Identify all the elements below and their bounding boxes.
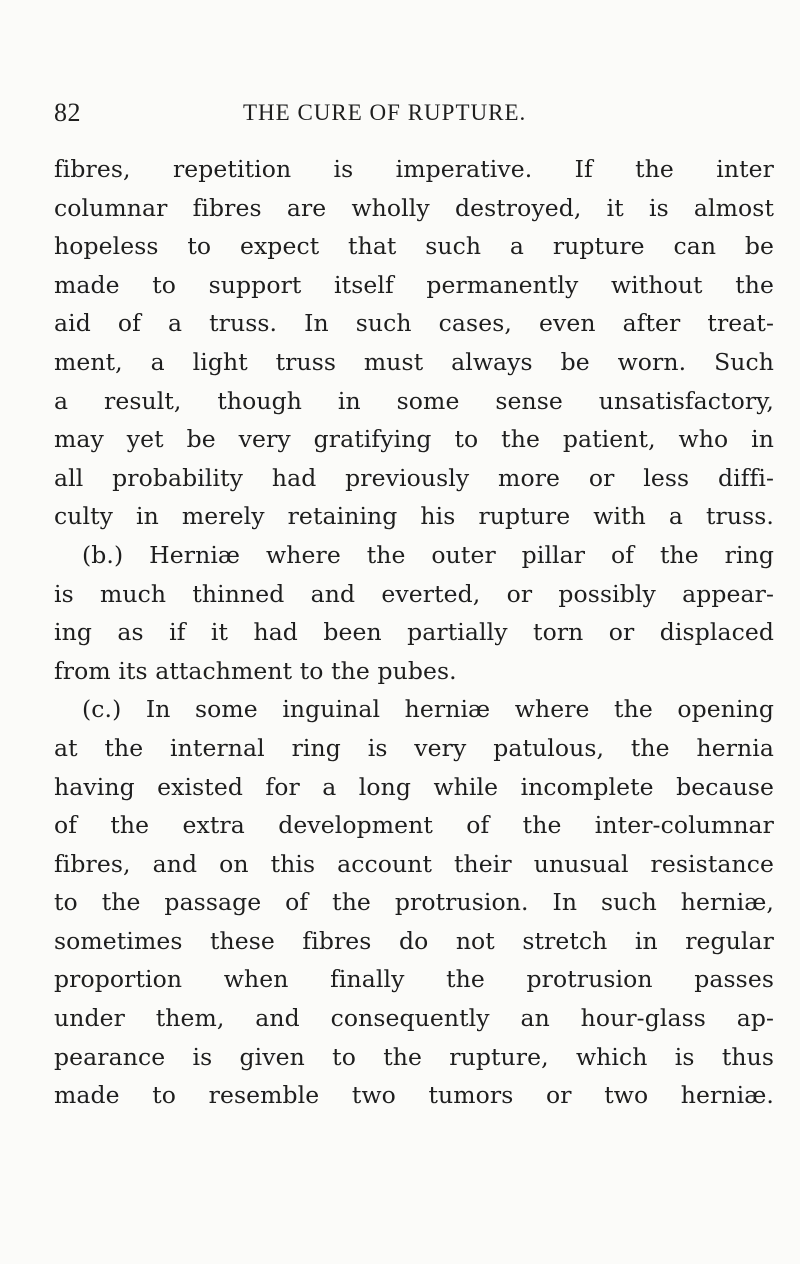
- text-line: a result, though in some sense unsatisfactory,: [54, 386, 774, 415]
- text-line: ment, a light truss must always be worn. Such: [54, 347, 774, 376]
- body-text: [54, 150, 774, 1115]
- text-line: columnar fibres are wholly destroyed, it is almost: [54, 193, 774, 222]
- running-head: [54, 98, 754, 134]
- text-line: made to resemble two tumors or two herniæ.: [54, 1081, 774, 1110]
- text-line: aid of a truss. In such cases, even after treat-: [54, 309, 774, 338]
- text-line: from its attachment to the pubes.: [54, 656, 457, 685]
- text-line: to the passage of the protrusion. In such herniæ,: [54, 888, 774, 917]
- text-line: of the extra development of the inter-columnar: [54, 811, 774, 840]
- text-line: all probability had previously more or less diffi-: [54, 463, 774, 492]
- text-line: pearance is given to the rupture, which is thus: [54, 1042, 774, 1071]
- page-number: 82: [54, 98, 81, 127]
- text-line: sometimes these fibres do not stretch in regular: [54, 926, 774, 955]
- text-line: made to support itself permanently without the: [54, 270, 774, 299]
- text-line: (b.) Herniæ where the outer pillar of the ring: [82, 540, 774, 569]
- text-line: at the internal ring is very patulous, the hernia: [54, 733, 774, 762]
- text-line: proportion when finally the protrusion passes: [54, 965, 774, 994]
- text-line: fibres, repetition is imperative. If the inter: [54, 155, 774, 183]
- text-line: (c.) In some inguinal herniæ where the opening: [82, 695, 774, 724]
- text-line: hopeless to expect that such a rupture can be: [54, 232, 774, 261]
- text-line: ing as if it had been partially torn or displaced: [54, 618, 774, 647]
- text-line: having existed for a long while incomplete because: [54, 772, 774, 801]
- text-line: under them, and consequently an hour-glass ap-: [54, 1004, 774, 1033]
- text-line: may yet be very gratifying to the patient, who in: [54, 425, 774, 454]
- text-line: culty in merely retaining his rupture with a truss.: [54, 502, 774, 531]
- running-title: THE CURE OF RUPTURE.: [243, 100, 527, 125]
- text-line: fibres, and on this account their unusual resistance: [54, 849, 774, 878]
- text-line: is much thinned and everted, or possibly appear-: [54, 579, 774, 608]
